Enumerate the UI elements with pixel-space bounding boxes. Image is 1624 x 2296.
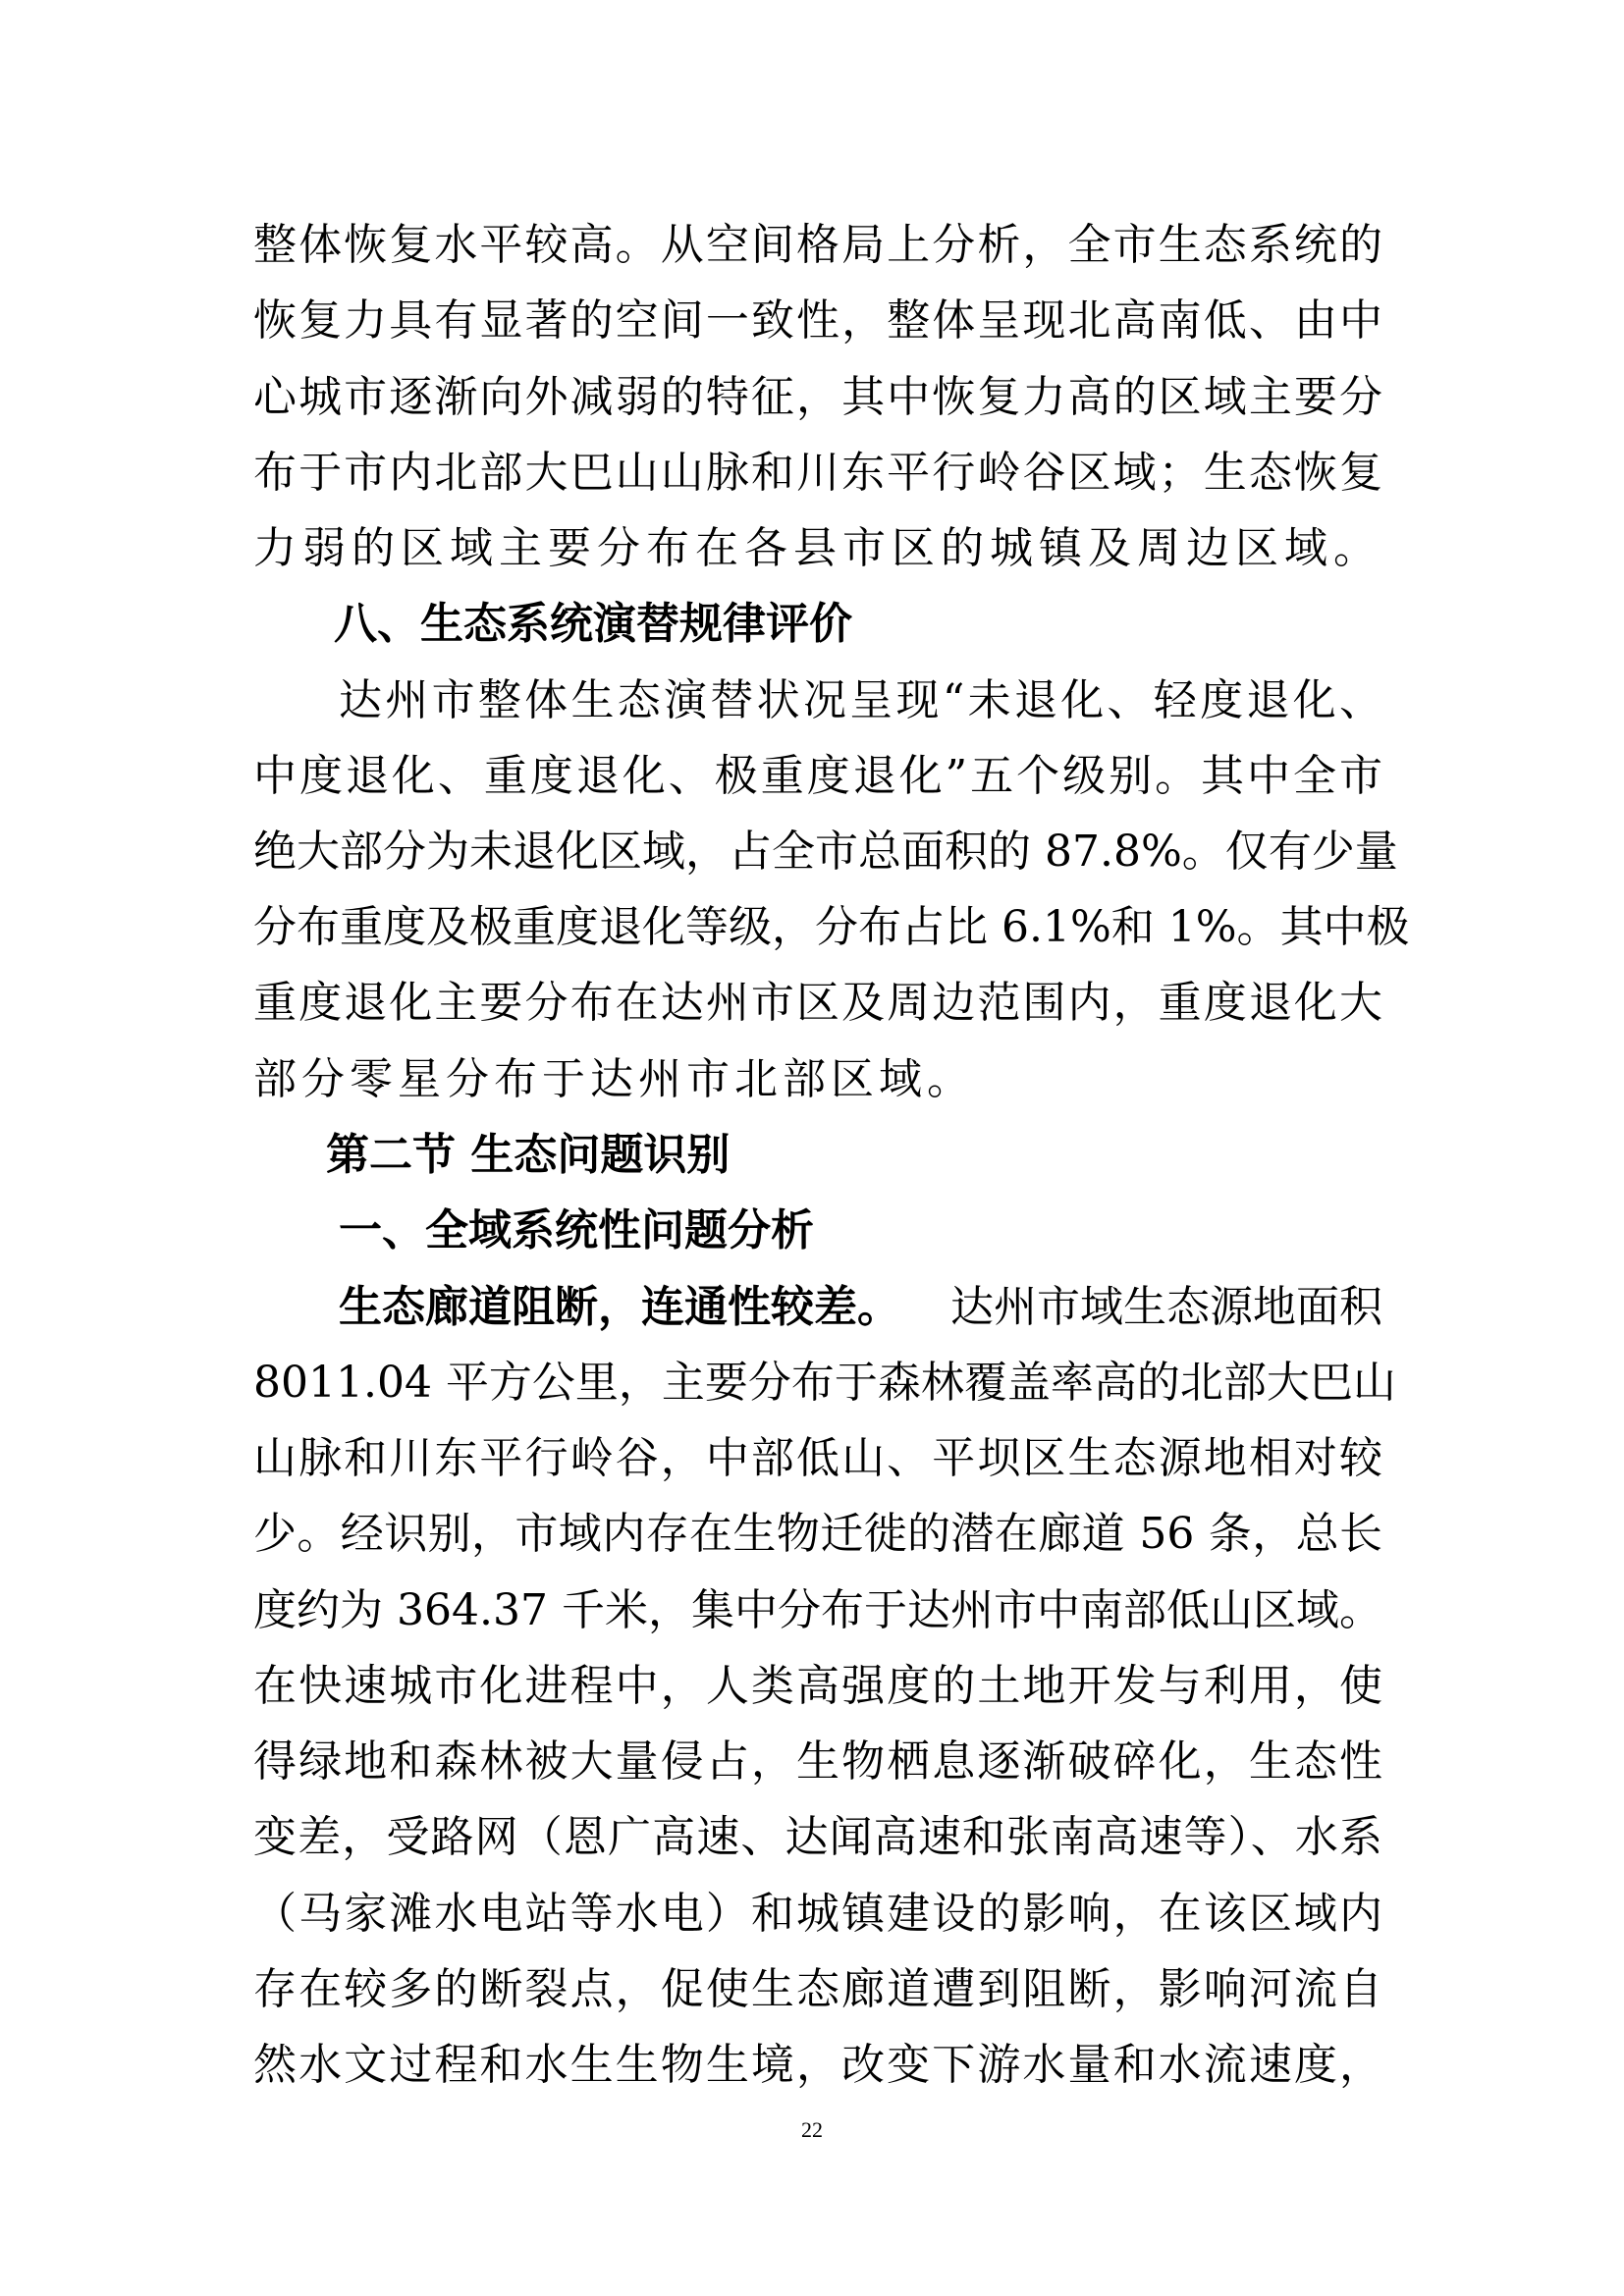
paragraph-line: 部分零星分布于达州市北部区域。 [253, 1054, 975, 1104]
page-number: 22 [801, 2117, 823, 2142]
paragraph-line: 重度退化主要分布在达州市区及周边范围内，重度退化大 [253, 978, 1382, 1028]
paragraph-line: 存在较多的断裂点，促使生态廊道遭到阻断，影响河流自 [253, 1964, 1382, 2014]
paragraph-line: 山脉和川东平行岭谷，中部低山、平坝区生态源地相对较 [253, 1433, 1382, 1483]
paragraph-lead-phrase: 生态廊道阻断，连通性较差。 [339, 1282, 900, 1332]
paragraph-line: 中度退化、重度退化、极重度退化”五个级别。其中全市 [253, 751, 1382, 801]
paragraph-line: 变差，受路网（恩广高速、达闻高速和张南高速等）、水系 [253, 1812, 1382, 1862]
paragraph-line: 力弱的区域主要分布在各县市区的城镇及周边区域。 [253, 523, 1382, 573]
paragraph-line: 度约为 364.37 千米，集中分布于达州市中南部低山区域。 [253, 1585, 1382, 1635]
paragraph-line: 在快速城市化进程中，人类高强度的土地开发与利用，使 [253, 1661, 1382, 1711]
paragraph-line: 然水文过程和水生生物生境，改变下游水量和水流速度， [253, 2040, 1382, 2090]
paragraph-line: 整体恢复水平较高。从空间格局上分析，全市生态系统的 [253, 220, 1382, 270]
paragraph-line: 8011.04 平方公里，主要分布于森林覆盖率高的北部大巴山 [253, 1358, 1396, 1408]
subsection-heading: 一、全域系统性问题分析 [339, 1205, 814, 1255]
paragraph-line: 少。经识别，市域内存在生物迁徙的潜在廊道 56 条，总长 [253, 1509, 1382, 1559]
paragraph-line: 分布重度及极重度退化等级，分布占比 6.1%和 1%。其中极 [253, 902, 1410, 952]
paragraph-line: 绝大部分为未退化区域，占全市总面积的 87.8%。仅有少量 [253, 827, 1398, 877]
paragraph-line: 达州市整体生态演替状况呈现“未退化、轻度退化、 [339, 675, 1382, 725]
paragraph-line: 恢复力具有显著的空间一致性，整体呈现北高南低、由中 [253, 295, 1382, 346]
paragraph-line: 布于市内北部大巴山山脉和川东平行岭谷区域；生态恢复 [253, 448, 1382, 498]
paragraph-line: （马家滩水电站等水电）和城镇建设的影响，在该区域内 [253, 1889, 1382, 1939]
paragraph-line: 得绿地和森林被大量侵占，生物栖息逐渐破碎化，生态性 [253, 1736, 1382, 1787]
section-heading: 第二节 生态问题识别 [326, 1130, 731, 1180]
section-heading: 八、生态系统演替规律评价 [334, 599, 852, 649]
paragraph-line [339, 1278, 1382, 1337]
paragraph-lead-rest: 达州市域生态源地面积 [950, 1282, 1382, 1332]
paragraph-line: 心城市逐渐向外减弱的特征，其中恢复力高的区域主要分 [253, 372, 1382, 422]
